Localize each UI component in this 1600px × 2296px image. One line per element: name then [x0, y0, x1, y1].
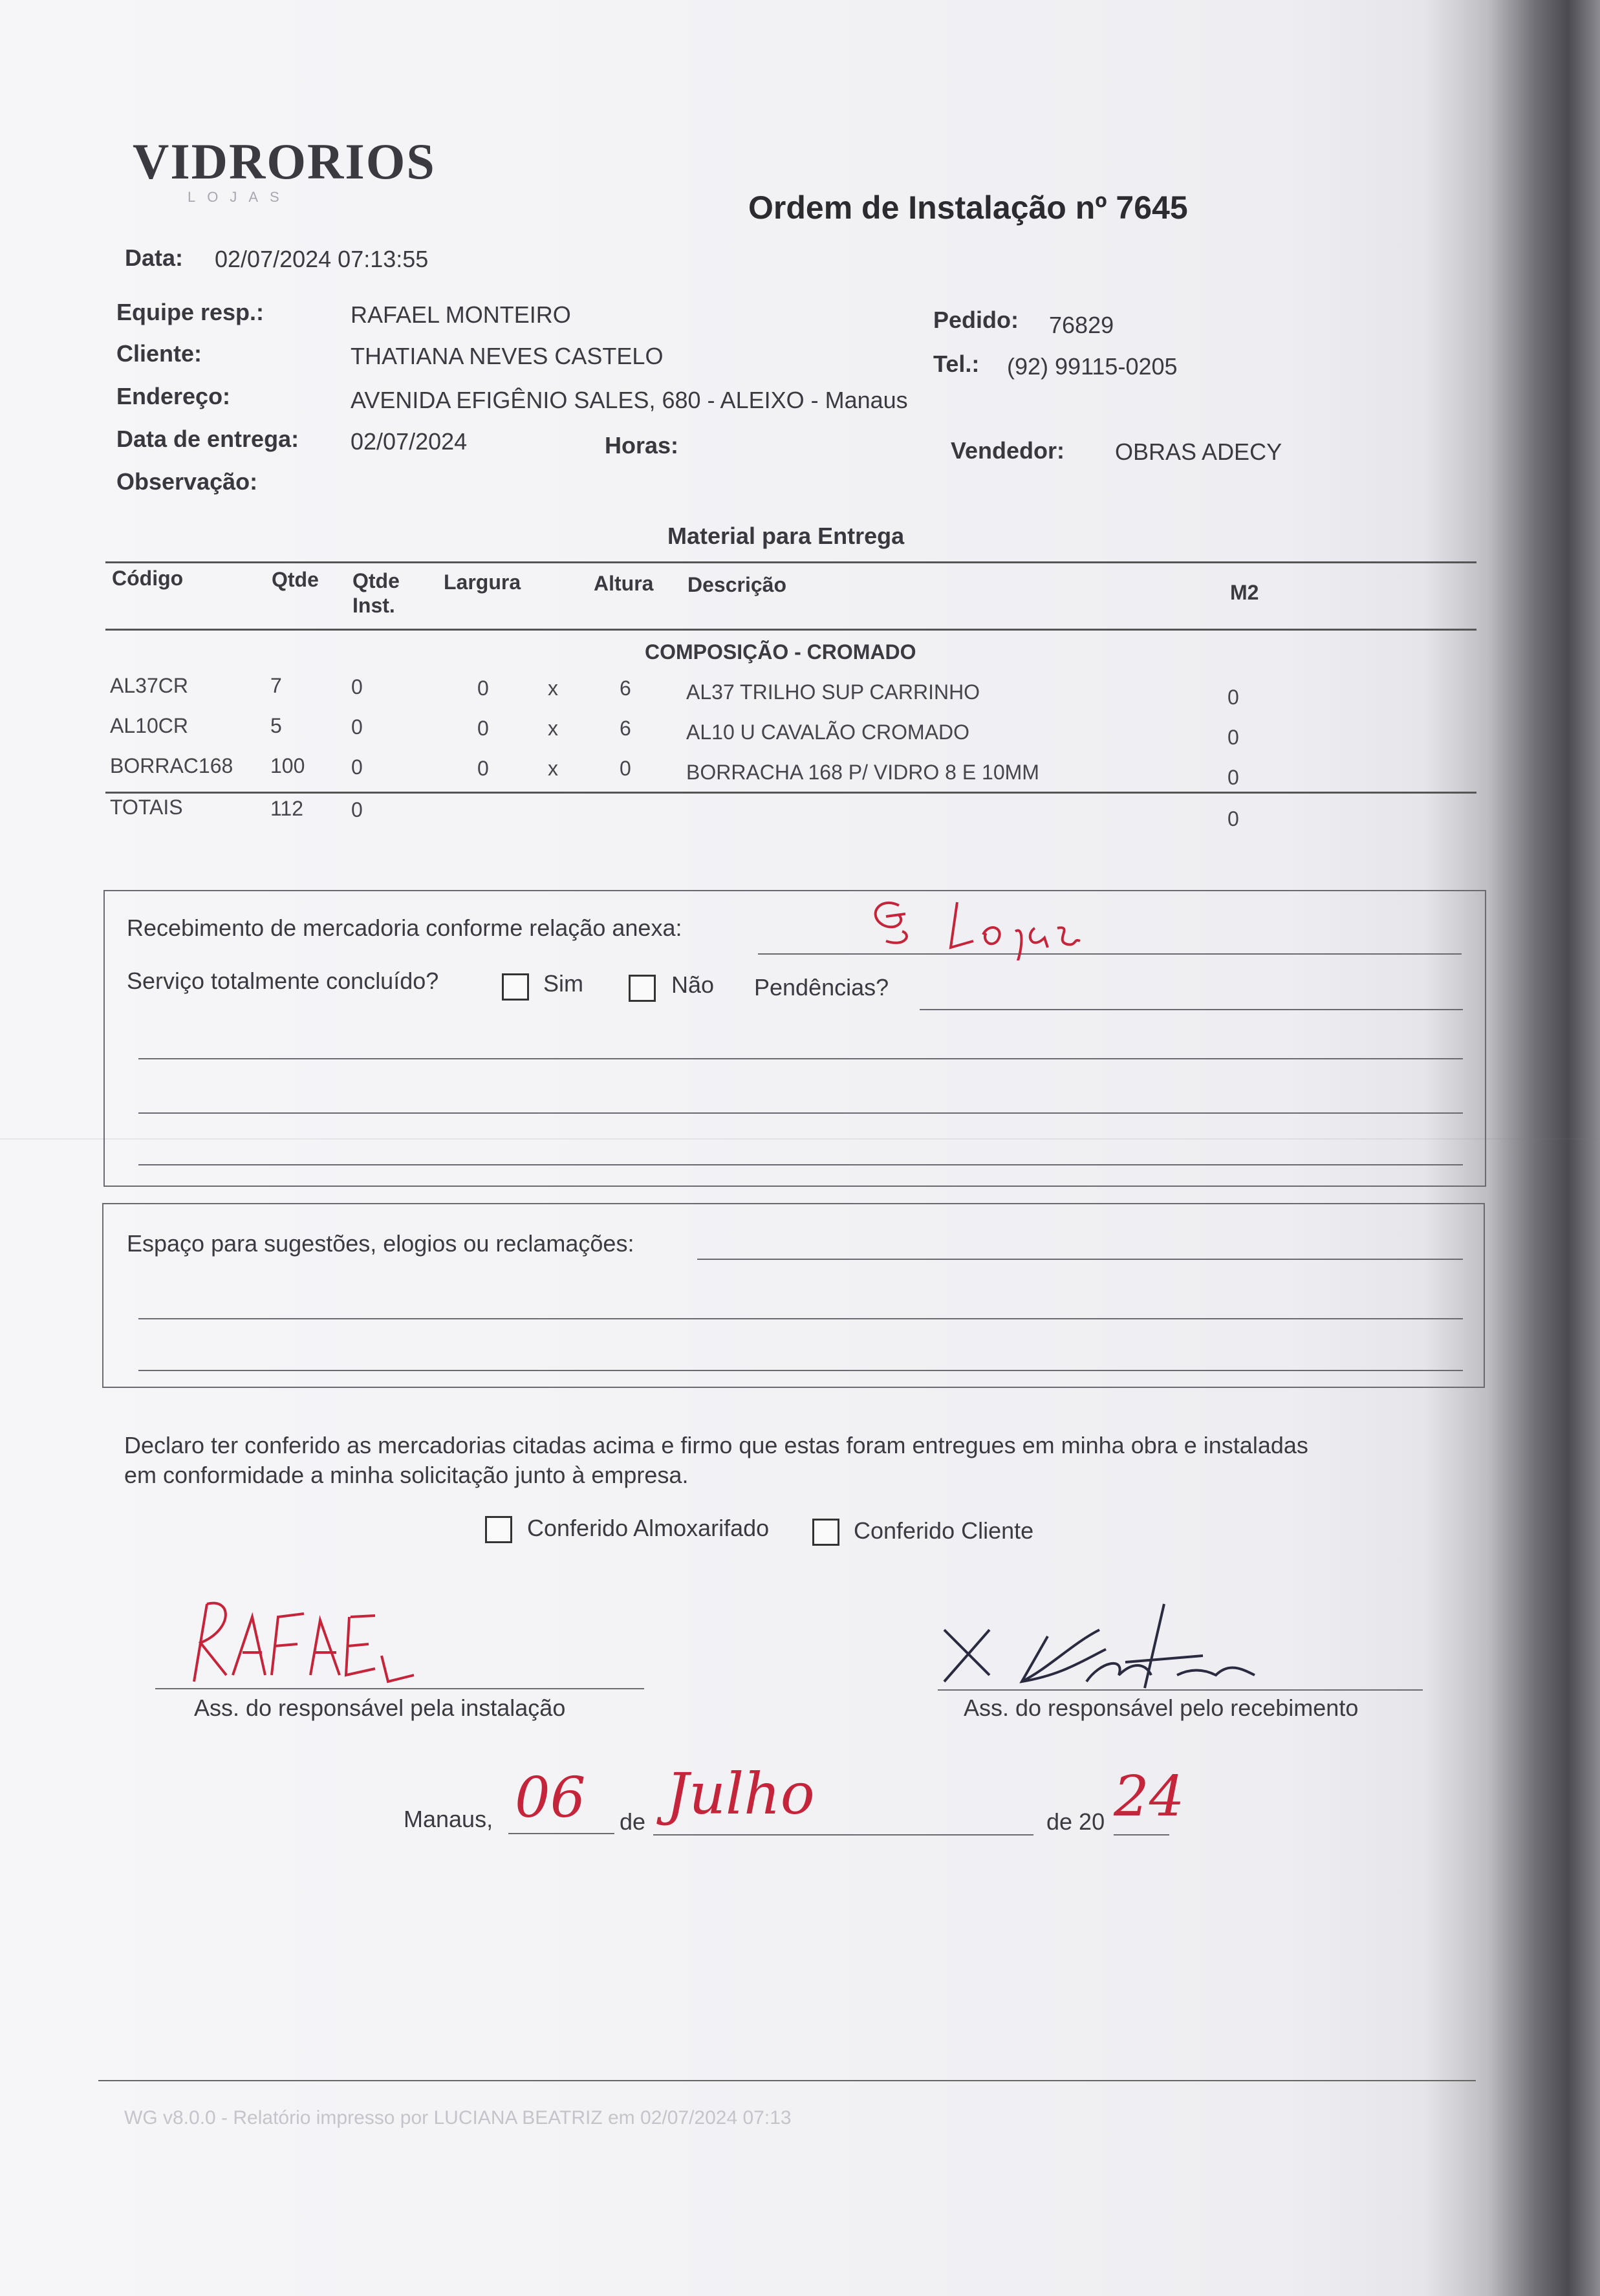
suggestions-label: Espaço para sugestões, elogios ou reclamações:	[127, 1230, 634, 1257]
cell-x: x	[548, 757, 558, 780]
col-descricao: Descrição	[687, 573, 786, 596]
year-handwritten: 24	[1114, 1764, 1185, 1829]
nao-label: Não	[671, 971, 715, 998]
declaration-line-1: Declaro ter conferido as mercadorias citadas acima e firmo que estas foram entregues em minha obra e instaladas	[124, 1432, 1308, 1458]
cell-descricao: AL10 U CAVALÃO CROMADO	[686, 720, 970, 744]
installer-signature	[181, 1591, 427, 1695]
city-label: Manaus,	[404, 1806, 493, 1832]
endereco-value: AVENIDA EFIGÊNIO SALES, 680 - ALEIXO - Manaus	[351, 387, 908, 413]
footer-text: WG v8.0.0 - Relatório impresso por LUCIANA BEATRIZ em 02/07/2024 07:13	[124, 2107, 792, 2128]
day-line[interactable]	[508, 1833, 614, 1834]
conferido-cliente-checkbox[interactable]	[812, 1519, 839, 1546]
conferido-almoxarifado-label: Conferido Almoxarifado	[527, 1515, 770, 1541]
col-largura: Largura	[444, 570, 521, 594]
suggestions-line-1[interactable]	[697, 1259, 1463, 1260]
horas-label: Horas:	[605, 432, 679, 459]
data-value: 02/07/2024 07:13:55	[215, 246, 429, 272]
cell-m2: 0	[1227, 766, 1239, 789]
data-label: Data:	[125, 244, 184, 271]
nao-checkbox[interactable]	[629, 975, 656, 1002]
pendencias-line[interactable]	[920, 1009, 1463, 1010]
cell-codigo: AL37CR	[110, 674, 188, 697]
col-codigo: Código	[112, 567, 184, 590]
equipe-value: RAFAEL MONTEIRO	[351, 301, 571, 328]
declaration-line-2: em conformidade a minha solicitação junto à empresa.	[124, 1462, 689, 1488]
tel-value: (92) 99115-0205	[1007, 353, 1178, 380]
col-qtde-inst: Qtde	[352, 569, 400, 592]
col-qtde-inst-2: Inst.	[352, 594, 395, 617]
cell-qtde: 100	[270, 754, 305, 777]
cell-inst: 0	[351, 755, 363, 779]
date-de-1: de	[620, 1808, 646, 1835]
cell-inst: 0	[351, 715, 363, 739]
receiver-caption: Ass. do responsável pelo recebimento	[964, 1695, 1359, 1721]
pendencias-line-4[interactable]	[138, 1164, 1463, 1165]
cliente-value: THATIANA NEVES CASTELO	[351, 343, 664, 369]
equipe-label: Equipe resp.:	[116, 299, 265, 325]
receiver-signature-line[interactable]	[938, 1689, 1423, 1691]
table-totals-rule	[105, 792, 1476, 794]
observacao-label: Observação:	[116, 468, 258, 495]
installer-caption: Ass. do responsável pela instalação	[194, 1695, 566, 1721]
vendedor-value: OBRAS ADECY	[1115, 439, 1282, 465]
cell-descricao: AL37 TRILHO SUP CARRINHO	[686, 680, 980, 704]
cell-descricao: BORRACHA 168 P/ VIDRO 8 E 10MM	[686, 761, 1039, 784]
document-title: Ordem de Instalação nº 7645	[748, 190, 1188, 226]
cell-altura: 6	[620, 677, 631, 700]
cell-m2: 0	[1227, 686, 1239, 709]
totals-label: TOTAIS	[110, 796, 183, 819]
cell-qtde: 5	[270, 714, 282, 737]
suggestions-line-3[interactable]	[138, 1370, 1463, 1371]
month-handwritten: Julho	[666, 1760, 815, 1827]
cell-x: x	[548, 677, 558, 700]
suggestions-line-2[interactable]	[138, 1318, 1463, 1319]
day-handwritten: 06	[515, 1766, 586, 1830]
data-entrega-label: Data de entrega:	[116, 426, 299, 452]
year-line[interactable]	[1114, 1834, 1169, 1836]
vendedor-label: Vendedor:	[951, 437, 1065, 464]
totals-m2: 0	[1227, 807, 1239, 830]
cliente-label: Cliente:	[116, 340, 202, 367]
pendencias-line-3[interactable]	[138, 1112, 1463, 1114]
sim-checkbox[interactable]	[502, 973, 529, 1001]
table-header-rule	[105, 629, 1476, 631]
company-logo-subtext: LOJAS	[188, 189, 291, 205]
cell-x: x	[548, 717, 558, 740]
date-de-2: de 20	[1046, 1808, 1105, 1835]
pedido-label: Pedido:	[933, 307, 1019, 333]
cell-largura: 0	[477, 677, 489, 700]
totals-inst: 0	[351, 798, 363, 821]
table-top-rule	[105, 561, 1476, 563]
company-logo: VIDRORIOS	[133, 133, 436, 190]
data-entrega-value: 02/07/2024	[351, 428, 468, 455]
cell-largura: 0	[477, 757, 489, 780]
col-qtde: Qtde	[272, 568, 319, 591]
totals-qtde: 112	[270, 797, 304, 820]
footer-rule	[98, 2080, 1476, 2081]
month-line[interactable]	[653, 1834, 1033, 1836]
pendencias-line-2[interactable]	[138, 1058, 1463, 1059]
cell-qtde: 7	[270, 674, 282, 697]
cell-codigo: AL10CR	[110, 714, 188, 737]
cell-largura: 0	[477, 717, 489, 740]
receiver-signature	[931, 1591, 1268, 1701]
conferido-almoxarifado-checkbox[interactable]	[485, 1516, 512, 1543]
cell-altura: 0	[620, 757, 631, 780]
installer-signature-line[interactable]	[155, 1688, 644, 1689]
servico-label: Serviço totalmente concluído?	[127, 968, 439, 994]
sim-label: Sim	[543, 970, 583, 997]
pendencias-label: Pendências?	[754, 974, 889, 1001]
recebimento-handwriting	[860, 876, 1119, 960]
recebimento-label: Recebimento de mercadoria conforme relação anexa:	[127, 915, 682, 941]
cell-m2: 0	[1227, 726, 1239, 749]
endereco-label: Endereço:	[116, 383, 231, 409]
tel-label: Tel.:	[933, 351, 980, 377]
cell-altura: 6	[620, 717, 631, 740]
cell-codigo: BORRAC168	[110, 754, 233, 777]
col-altura: Altura	[594, 572, 654, 595]
group-title: COMPOSIÇÃO - CROMADO	[645, 640, 916, 664]
pedido-value: 76829	[1049, 312, 1114, 338]
cell-inst: 0	[351, 675, 363, 699]
conferido-cliente-label: Conferido Cliente	[854, 1517, 1034, 1544]
col-m2: M2	[1230, 581, 1259, 604]
material-section-title: Material para Entrega	[667, 523, 905, 549]
